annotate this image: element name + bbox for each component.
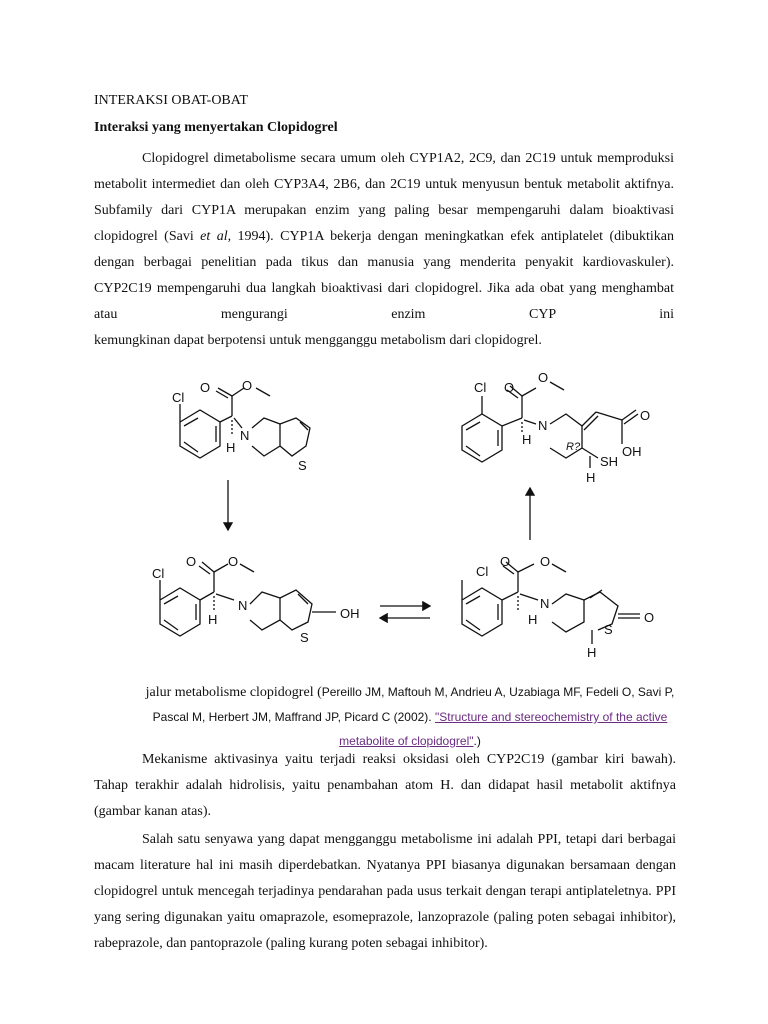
atom-label: O bbox=[228, 554, 239, 569]
et-al-italic: et al, bbox=[200, 229, 232, 244]
caption-lead: jalur metabolisme clopidogrel ( bbox=[145, 685, 322, 700]
caption-end: .) bbox=[473, 734, 481, 748]
atom-label: SH bbox=[600, 454, 619, 469]
molecule-thiolactone bbox=[462, 554, 654, 660]
molecule-hydroxy-intermediate bbox=[152, 554, 360, 645]
atom-label: OH bbox=[340, 606, 360, 621]
figure-caption bbox=[140, 680, 680, 753]
atom-label: Cl bbox=[474, 380, 487, 395]
atom-label: OH bbox=[622, 444, 642, 459]
atom-label: O bbox=[242, 378, 253, 393]
caption-citation: Pereillo JM, Maftouh M, Andrieu A, Uzabiaga MF, Fedeli O, Savi P, Pascal M, Herbert JM, Maffrand JP, Picard C (2002). bbox=[152, 685, 675, 724]
molecule-active-metabolite bbox=[462, 370, 650, 485]
paragraph-mechanism bbox=[94, 747, 676, 825]
atom-label: H bbox=[586, 470, 596, 485]
paragraph-ppi-text: Salah satu senyawa yang dapat mengganggu metabolisme ini adalah PPI, tetapi dari berbagai macam literature hal ini masih diperdebatkan. Nyatanya PPI biasanya digunakan bersamaan dengan clopidogrel untuk mencegah terjadinya pendarahan pada usus terkait dengan terapi antiplateletnya. PPI yang sering digunakan yaitu omaprazole, esomeprazole, lanzoprazole (paling poten sebagai inhibitor), rabeprazole, dan pantoprazole (paling kurang poten sebagai inhibitor). bbox=[94, 832, 676, 951]
atom-label: Cl bbox=[476, 564, 489, 579]
molecule-clopidogrel bbox=[172, 378, 310, 473]
atom-label: N bbox=[240, 428, 250, 443]
atom-label: S bbox=[604, 622, 613, 637]
caption-link[interactable]: "Structure and stereochemistry of the active metabolite of clopidogrel" bbox=[339, 710, 668, 748]
atom-label: S bbox=[298, 458, 307, 473]
atom-label: H bbox=[208, 612, 218, 627]
atom-label: O bbox=[504, 380, 515, 395]
atom-label: O bbox=[200, 380, 211, 395]
stereo-label: R? bbox=[566, 441, 581, 453]
atom-label: H bbox=[226, 440, 236, 455]
atom-label: O bbox=[640, 408, 651, 423]
atom-label: O bbox=[538, 370, 549, 385]
atom-label: Cl bbox=[172, 390, 185, 405]
atom-label: Cl bbox=[152, 566, 165, 581]
atom-label: N bbox=[540, 596, 550, 611]
atom-label: N bbox=[238, 598, 248, 613]
atom-label: H bbox=[528, 612, 538, 627]
section-heading: Interaksi yang menyertakan Clopidogrel bbox=[94, 120, 338, 135]
paragraph-intro-text-a: Clopidogrel dimetabolisme secara umum oleh CYP1A2, 2C9, dan 2C19 untuk memproduksi metabolit intermediet dan oleh CYP3A4, 2B6, dan 2C19 untuk menyusun bentuk metabolit aktifnya. Subfamily dari CYP1A merupakan enzim yang paling besar mempengaruhi dalam bioaktivasi clopidogrel (Savi bbox=[94, 151, 674, 244]
paragraph-intro-last-line: kemungkinan dapat berpotensi untuk mengganggu metabolism dari clopidogrel. bbox=[94, 333, 542, 348]
document-heading: INTERAKSI OBAT-OBAT bbox=[94, 93, 248, 108]
paragraph-intro-text-b: 1994). CYP1A bekerja dengan meningkatkan efek antiplatelet (dibuktikan dengan berbagai penelitian pada tikus dan manusia yang menderita penyakit kardiovaskuler). CYP2C19 mempengaruhi dua langkah bioaktivasi dari clopidogrel. Jika ada obat yang menghambat atau mengurangi enzim CYP ini bbox=[94, 229, 674, 322]
atom-label: H bbox=[587, 645, 597, 660]
paragraph-ppi bbox=[94, 827, 676, 957]
atom-label: O bbox=[644, 610, 655, 625]
atom-label: N bbox=[538, 418, 548, 433]
atom-label: O bbox=[186, 554, 197, 569]
paragraph-intro bbox=[94, 146, 674, 354]
atom-label: O bbox=[500, 554, 511, 569]
paragraph-mechanism-text: Mekanisme aktivasinya yaitu terjadi reaksi oksidasi oleh CYP2C19 (gambar kiri bawah). Tahap terakhir adalah hidrolisis, yaitu penambahan atom H. dan didapat hasil metabolit aktifnya (gambar kanan atas). bbox=[94, 752, 676, 819]
atom-label: H bbox=[522, 432, 532, 447]
atom-label: S bbox=[300, 630, 309, 645]
atom-label: O bbox=[540, 554, 551, 569]
